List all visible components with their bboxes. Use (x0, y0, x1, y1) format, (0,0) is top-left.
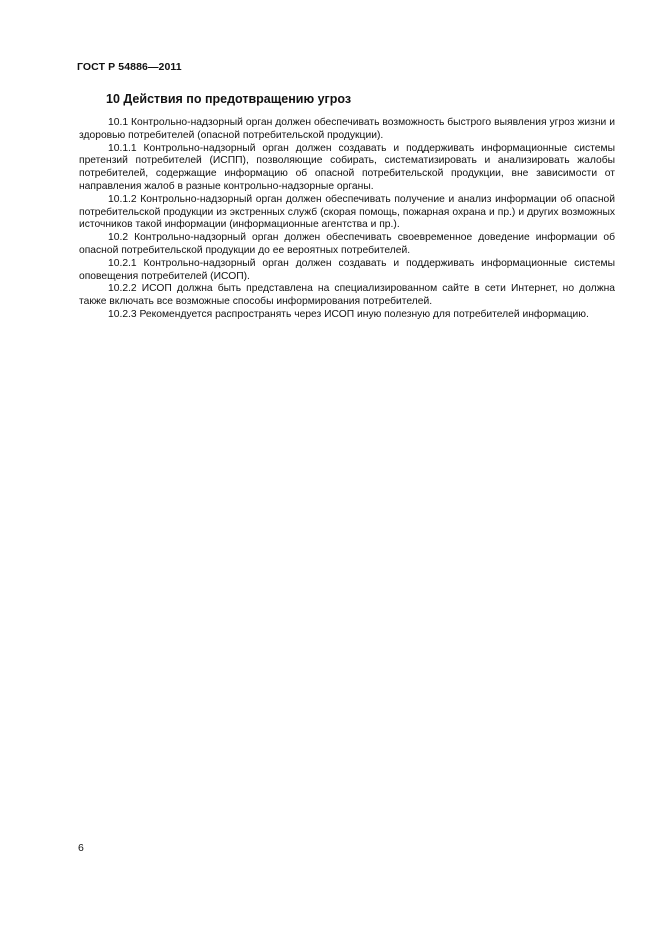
paragraph-10-2: 10.2 Контрольно-надзорный орган должен обеспечивать своевременное доведение информации об опасной потребительской продукции до ее вероятных потребителей. (79, 232, 615, 256)
paragraph-10-1-1: 10.1.1 Контрольно-надзорный орган должен создавать и поддерживать информационные системы претензий потребителей (ИСПП), позволяющие собирать, систематизировать и анализировать жалобы потребителей, содержащие информацию об опасной потребительской продукции, вне зависимости от направления жалоб в разные контрольно-надзорные органы. (79, 142, 615, 192)
paragraph-10-2-3: 10.2.3 Рекомендуется распространять через ИСОП иную полезную для потребителей информацию. (108, 308, 589, 320)
page-number: 6 (78, 842, 84, 854)
paragraph-10-1-2: 10.1.2 Контрольно-надзорный орган должен обеспечивать получение и анализ информации об опасной потребительской продукции из экстренных служб (скорая помощь, пожарная охрана и пр.) и других возможных источников такой информации (информационные агентства и пр.). (79, 193, 615, 231)
section-body (79, 117, 615, 322)
paragraph-10-2-1: 10.2.1 Контрольно-надзорный орган должен создавать и поддерживать информационные системы оповещения потребителей (ИСОП). (79, 257, 615, 282)
paragraph-10-2-2: 10.2.2 ИСОП должна быть представлена на специализированном сайте в сети Интернет, но должна также включать все возможные способы информирования потребителей. (79, 283, 615, 308)
document-header: ГОСТ Р 54886—2011 (77, 61, 182, 73)
paragraph-10-1: 10.1 Контрольно-надзорный орган должен обеспечивать возможность быстрого выявления угроз жизни и здоровью потребителей (опасной потребительской продукции). (79, 117, 615, 141)
section-title: 10 Действия по предотвращению угроз (106, 92, 352, 106)
